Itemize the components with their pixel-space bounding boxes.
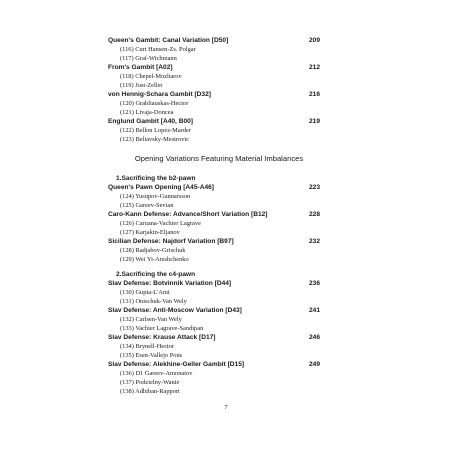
opening-page-number: 228 xyxy=(308,211,320,218)
game-entry: (121) Livaja-Doncea xyxy=(120,109,174,116)
game-entry: (122) Bellon Lopez-Marder xyxy=(120,127,191,134)
toc-entry xyxy=(108,63,340,90)
opening-title: Queen's Gambit: Canal Variation [D50] xyxy=(108,37,229,44)
opening-page-number: 232 xyxy=(308,238,320,245)
subsection-heading: 1.Sacrificing the b2-pawn xyxy=(116,175,196,182)
opening-title-row xyxy=(108,63,340,72)
game-entry: (131) Onischuk-Van Wely xyxy=(120,298,187,305)
opening-title-row xyxy=(108,117,340,126)
game-entry: (127) Karjakin-Eljanov xyxy=(120,229,180,236)
toc-entry xyxy=(108,210,340,237)
opening-page-number: 246 xyxy=(308,334,320,341)
game-entry: (126) Caruana-Vachier Lagrave xyxy=(120,220,201,227)
section-heading: Opening Variations Featuring Material Imbalances xyxy=(134,154,304,163)
opening-page-number: 223 xyxy=(308,184,320,191)
table-of-contents xyxy=(108,36,340,396)
opening-title: Sicilian Defense: Najdorf Variation [B97] xyxy=(108,238,234,245)
toc-entry xyxy=(108,183,340,210)
opening-title: Slav Defense: Anti-Moscow Variation [D43] xyxy=(108,307,242,314)
subsection-heading: 2.Sacrificing the c4-pawn xyxy=(116,271,196,278)
opening-title-row xyxy=(108,360,340,369)
toc-entry xyxy=(108,333,340,360)
game-entry: (138) Adhiban-Rapport xyxy=(120,388,180,395)
game-entry: (130) Gupta-L'Ami xyxy=(120,289,170,296)
opening-title-row xyxy=(108,306,340,315)
game-entry: (128) Radjabov-Grischuk xyxy=(120,247,186,254)
game-entry: (117) Graf-Wichmann xyxy=(120,55,177,62)
game-entry: (116) Curt Hansen-Zs. Polgar xyxy=(120,46,196,53)
opening-title: Slav Defense: Krause Attack [D17] xyxy=(108,334,216,341)
page-number: 7 xyxy=(224,404,228,411)
opening-page-number: 241 xyxy=(308,307,320,314)
opening-title-row xyxy=(108,183,340,192)
toc-entry xyxy=(108,90,340,117)
opening-page-number: 212 xyxy=(308,64,320,71)
opening-title-row xyxy=(108,90,340,99)
game-entry: (137) Podzielny-Wanie xyxy=(120,379,180,386)
game-entry: (129) Wei Yi-Areshchenko xyxy=(120,256,189,263)
game-entry: (120) Grabliauskas-Hector xyxy=(120,100,189,107)
game-entry: (135) Esen-Vallejo Pons xyxy=(120,352,183,359)
toc-entry xyxy=(108,237,340,264)
opening-title-row xyxy=(108,237,340,246)
game-entry: (118) Chepel-Mozharov xyxy=(120,73,182,80)
opening-page-number: 216 xyxy=(308,91,320,98)
game-entry: (123) Beliavsky-Mestrovic xyxy=(120,136,190,143)
opening-page-number: 209 xyxy=(308,37,320,44)
opening-title: Slav Defense: Botvinnik Variation [D44] xyxy=(108,280,232,287)
toc-entry xyxy=(108,306,340,333)
opening-title-row xyxy=(108,210,340,219)
opening-title: Caro-Kann Defense: Advance/Short Variation [B12] xyxy=(108,211,268,218)
toc-entry xyxy=(108,279,340,306)
game-entry: (132) Carlsen-Van Wely xyxy=(120,316,182,323)
opening-title-row xyxy=(108,333,340,342)
game-entry: (133) Vachier Lagrave-Sandipan xyxy=(120,325,204,332)
game-entry: (119) Just-Zeller xyxy=(120,82,163,89)
game-entry: (134) Brynell-Hector xyxy=(120,343,175,350)
game-entry: (125) Gareev-Sevian xyxy=(120,202,174,209)
opening-title: From's Gambit [A02] xyxy=(108,64,173,71)
opening-title: Englund Gambit [A40, B00] xyxy=(108,118,193,125)
opening-title: Queen's Pawn Opening [A45-A46] xyxy=(108,184,214,191)
toc-entry xyxy=(108,36,340,63)
opening-title-row xyxy=(108,36,340,45)
opening-page-number: 219 xyxy=(308,118,320,125)
opening-page-number: 236 xyxy=(308,280,320,287)
opening-title: von Hennig-Schara Gambit [D32] xyxy=(108,91,211,98)
game-entry: (124) Yusupov-Gunnarsson xyxy=(120,193,191,200)
toc-entry xyxy=(108,117,340,144)
game-entry: (136) D1 Gareev-Amonatov xyxy=(120,370,193,377)
opening-title: Slav Defense: Alekhine-Geller Gambit [D15] xyxy=(108,361,245,368)
opening-title-row xyxy=(108,279,340,288)
opening-page-number: 249 xyxy=(308,361,320,368)
toc-entry xyxy=(108,360,340,396)
